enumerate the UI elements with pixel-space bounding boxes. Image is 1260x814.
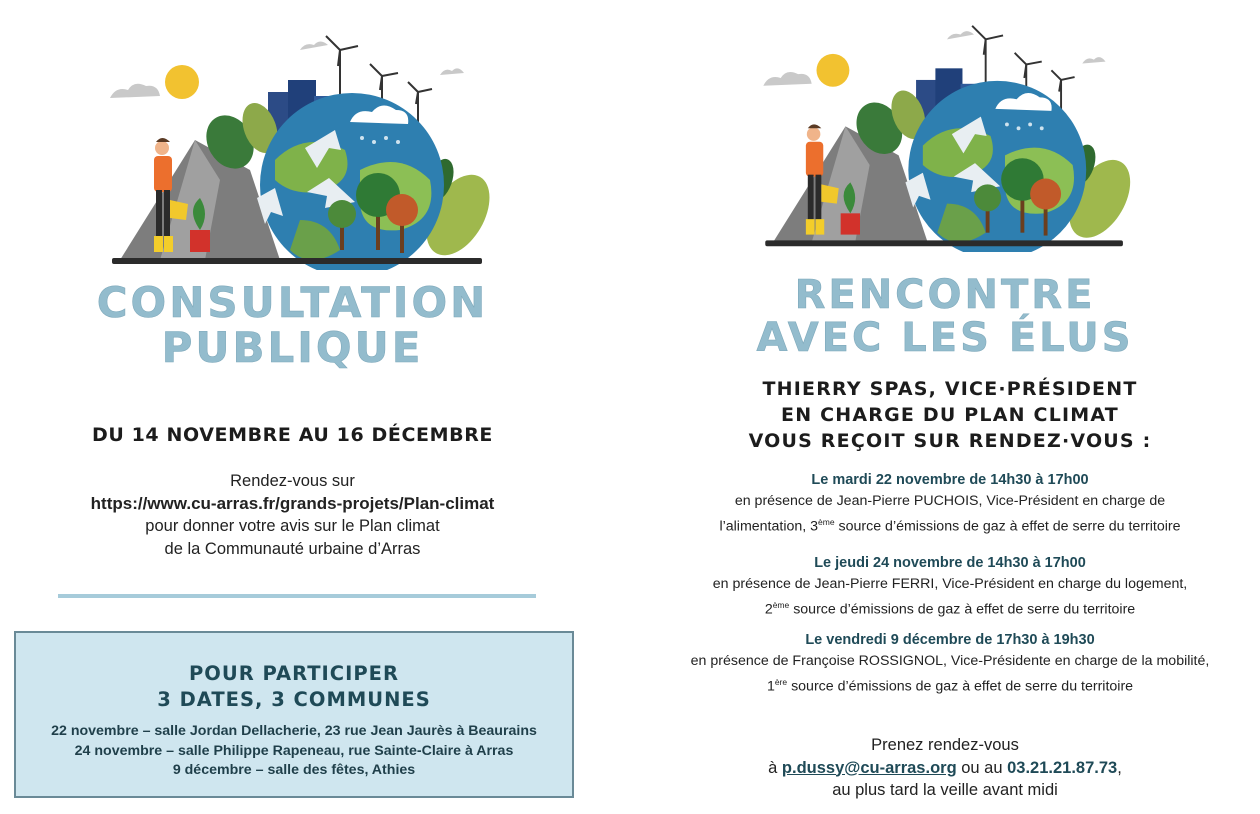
globe-illustration-icon <box>752 20 1142 252</box>
participate-title-line2: 3 DATES, 3 COMMUNES <box>157 688 431 711</box>
consultation-title <box>40 280 545 371</box>
meeting-line1: en présence de Françoise ROSSIGNOL, Vice-Présidente en charge de la mobilité, <box>690 653 1210 669</box>
climate-illustration-right <box>752 20 1142 252</box>
host-heading <box>660 376 1240 454</box>
consultation-dates: DU 14 NOVEMBRE AU 16 DÉCEMBRE <box>92 424 493 446</box>
meeting-line2: 2ème source d’émissions de gaz à effet de serre du territoire <box>764 600 1136 618</box>
meeting-3 <box>645 630 1255 698</box>
participate-title-line1: POUR PARTICIPER <box>189 662 399 685</box>
divider <box>58 594 536 598</box>
list-item: 24 novembre – salle Philippe Rapeneau, rue Sainte-Claire à Arras <box>74 742 514 759</box>
participate-list <box>16 722 572 781</box>
contact-line2: à p.dussy@cu-arras.org ou au 03.21.21.87.73, <box>768 758 1122 777</box>
intro-line4: de la Communauté urbaine d’Arras <box>164 539 421 558</box>
meeting-date: Le jeudi 24 novembre de 14h30 à 17h00 <box>814 555 1086 571</box>
meeting-title <box>680 274 1210 360</box>
list-item: 22 novembre – salle Jordan Dellacherie, 23 rue Jean Jaurès à Beaurains <box>51 723 537 739</box>
climate-illustration-left <box>100 30 500 270</box>
participate-title <box>16 661 572 713</box>
phone-number: 03.21.21.87.73 <box>1007 758 1118 777</box>
meeting-title-line1: RENCONTRE <box>794 272 1096 318</box>
participate-box <box>14 631 574 798</box>
globe-illustration-icon <box>100 30 500 270</box>
consultation-intro <box>30 470 555 560</box>
meeting-date: Le mardi 22 novembre de 14h30 à 17h00 <box>811 472 1089 488</box>
intro-line1: Rendez-vous sur <box>230 472 355 490</box>
consultation-title-line2: PUBLIQUE <box>161 323 424 373</box>
meeting-title-line2: AVEC LES ÉLUS <box>756 315 1134 362</box>
meeting-line1: en présence de Jean-Pierre PUCHOIS, Vice-Président en charge de <box>734 493 1166 509</box>
intro-line3: pour donner votre avis sur le Plan climat <box>145 517 440 535</box>
consultation-title-line1: CONSULTATION <box>96 278 489 327</box>
meeting-2 <box>645 553 1255 621</box>
meeting-1 <box>645 470 1255 538</box>
host-line1: THIERRY SPAS, VICE·PRÉSIDENT <box>762 378 1138 400</box>
host-line2: EN CHARGE DU PLAN CLIMAT <box>781 404 1119 426</box>
contact-line3: au plus tard la veille avant midi <box>832 781 1058 799</box>
email-link[interactable]: p.dussy@cu-arras.org <box>781 758 957 777</box>
meeting-date: Le vendredi 9 décembre de 17h30 à 19h30 <box>805 632 1095 648</box>
contact-line1: Prenez rendez-vous <box>871 736 1019 754</box>
list-item: 9 décembre – salle des fêtes, Athies <box>172 762 416 779</box>
meeting-line2: 1ère source d’émissions de gaz à effet de serre du territoire <box>766 677 1134 695</box>
contact-info <box>660 734 1230 802</box>
meeting-line2: l’alimentation, 3ème source d’émissions de gaz à effet de serre du territoire <box>719 517 1181 535</box>
host-line3: VOUS REÇOIT SUR RENDEZ·VOUS : <box>748 430 1152 452</box>
consultation-url-link[interactable]: https://www.cu-arras.fr/grands-projets/Plan-climat <box>90 493 495 513</box>
meeting-line1: en présence de Jean-Pierre FERRI, Vice-Président en charge du logement, <box>712 576 1188 592</box>
